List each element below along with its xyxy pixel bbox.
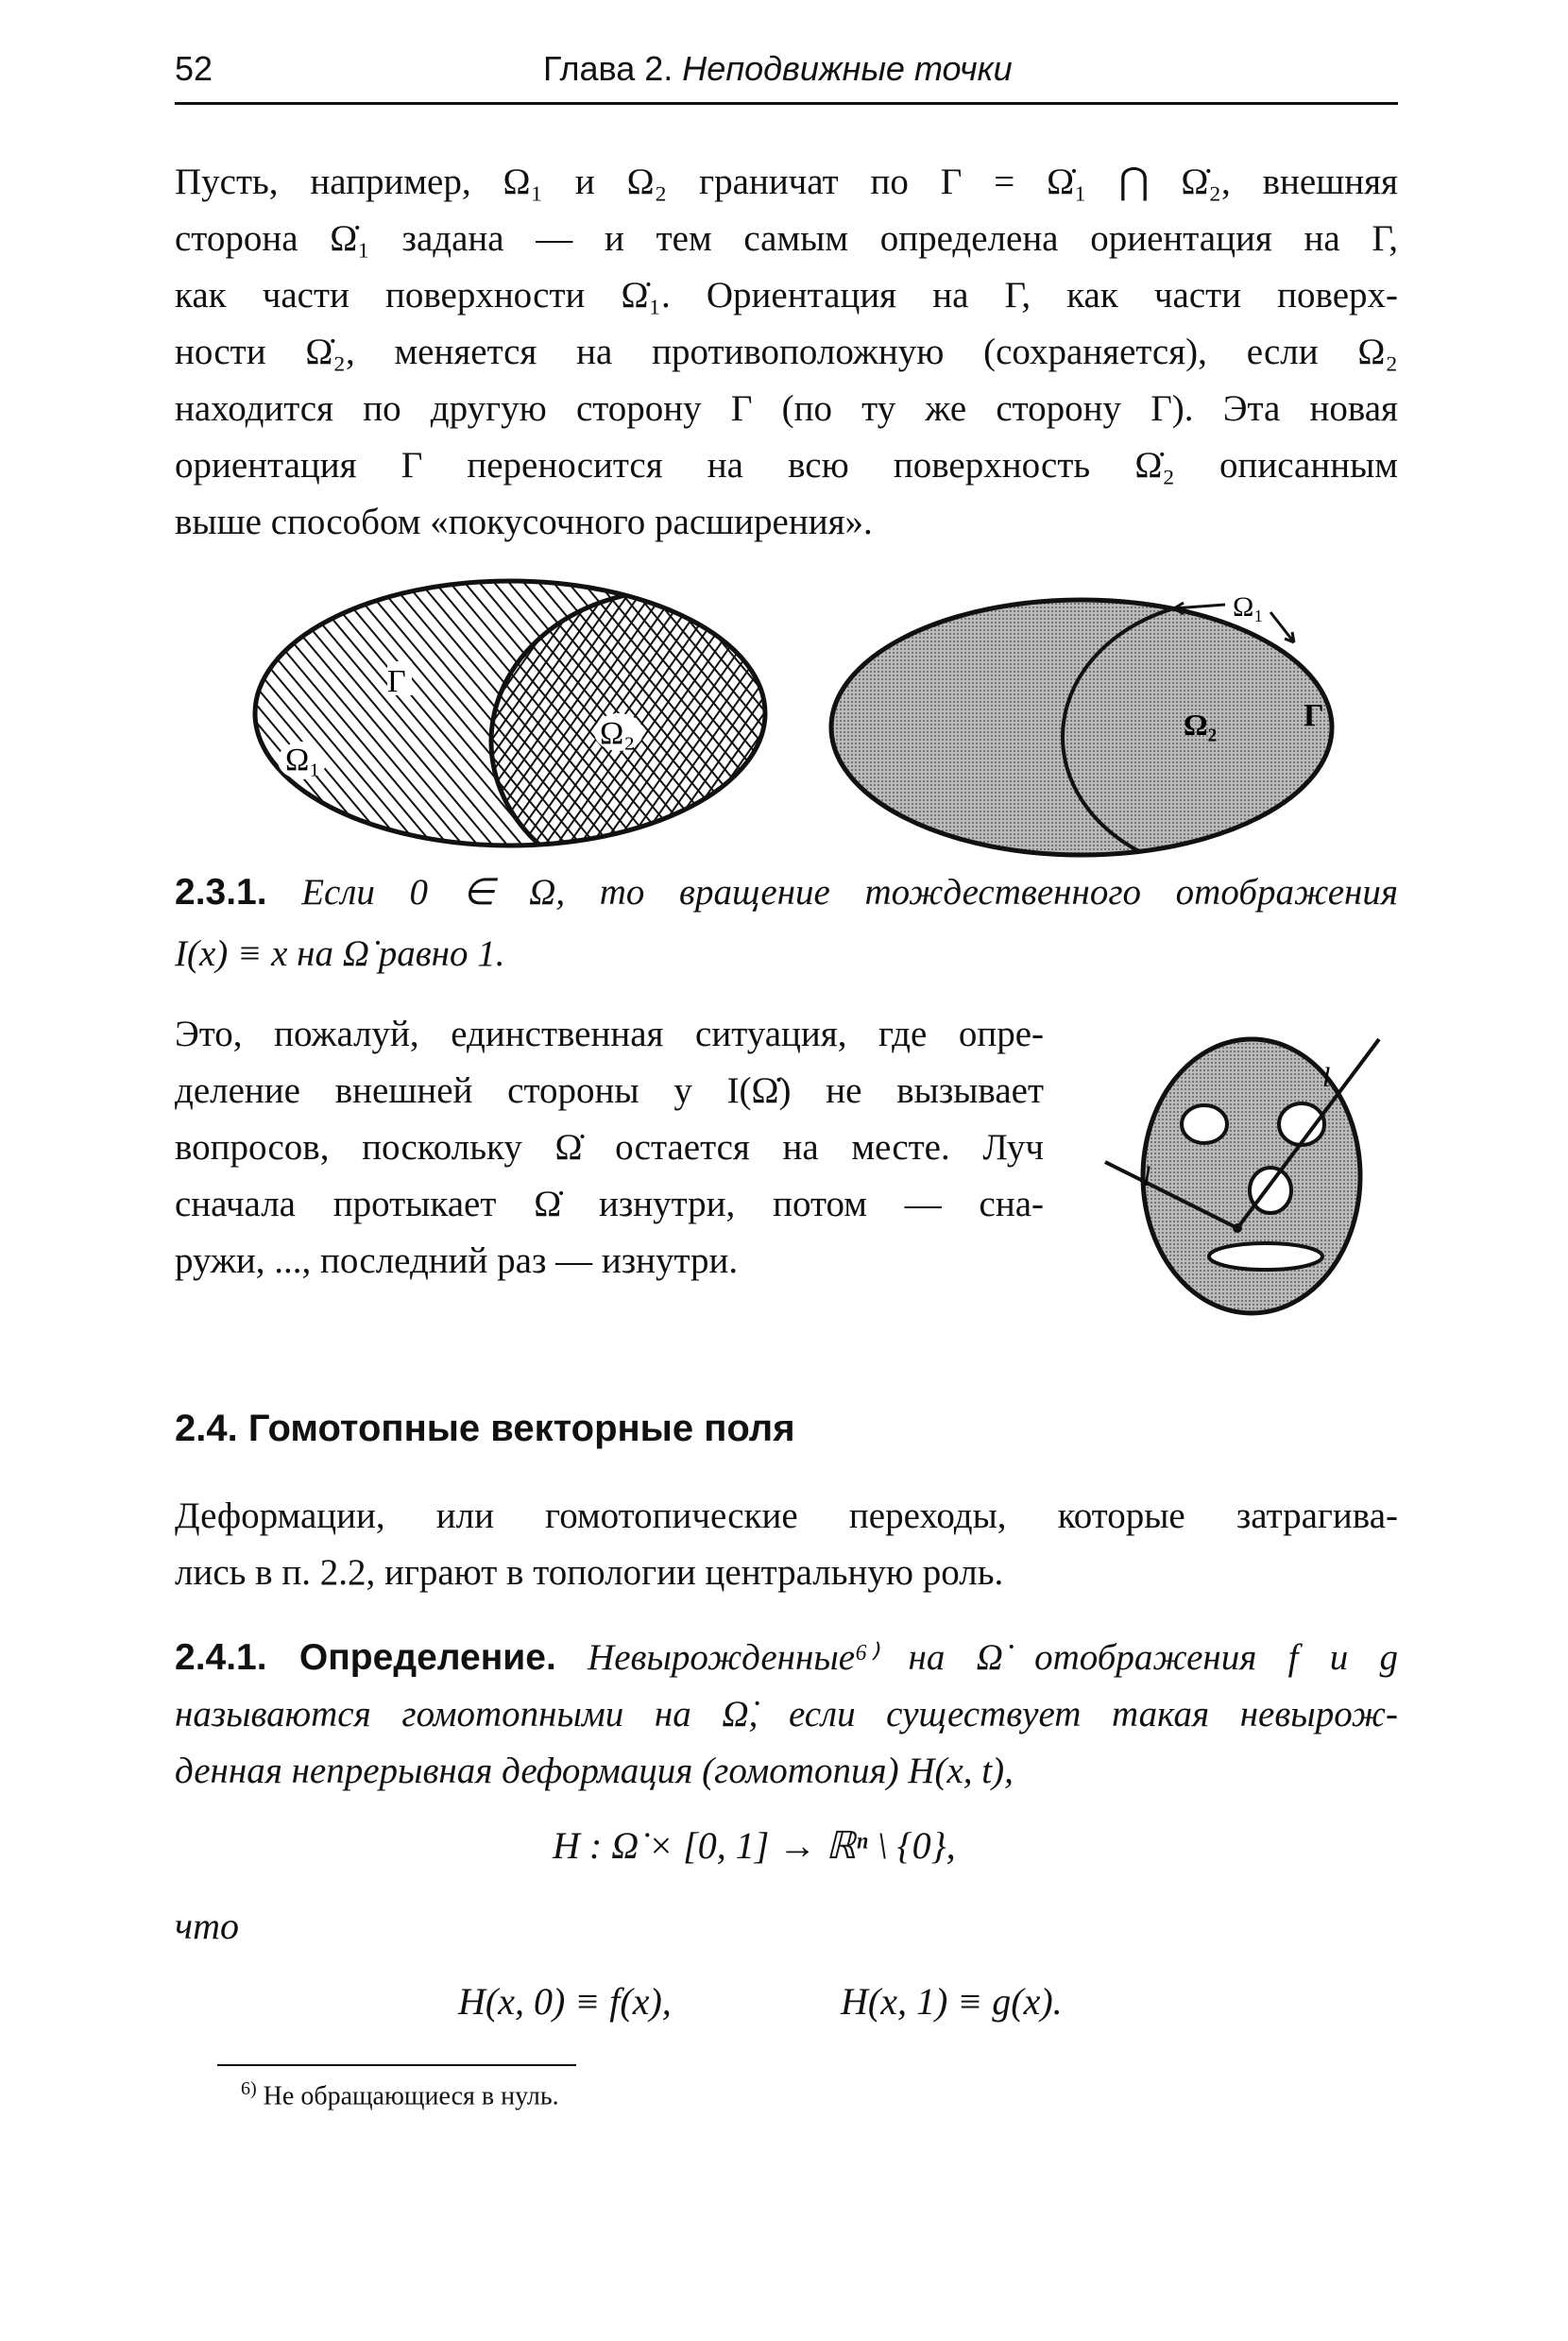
definition-line: денная непрерывная деформация (гомотопия) H(x, t), <box>175 1751 1014 1791</box>
text-line: лись в п. 2.2, играют в топологии центральную роль. <box>175 1552 1004 1593</box>
text-line: ности Ω̇₂, меняется на противоположную (сохраняется), если Ω₂ <box>175 332 1398 372</box>
label-gamma: Γ <box>1304 698 1324 733</box>
label-omega2: Ω₂ <box>600 716 636 751</box>
text-line: ориентация Γ переносится на всю поверхность Ω̇₂ описанным <box>175 445 1398 486</box>
chapter-number: Глава 2. <box>543 49 673 88</box>
label-gamma: Γ <box>387 664 406 699</box>
that-word: что <box>175 1905 239 1947</box>
text-line: находится по другую сторону Γ (по ту же сторону Γ). Эта новая <box>175 388 1398 429</box>
label-l-top: l <box>1322 1062 1331 1093</box>
label-omega1: Ω₁ <box>1233 591 1264 623</box>
page-number: 52 <box>175 49 213 88</box>
text-line: сторона Ω̇₁ задана — и тем самым определена ориентация на Γ, <box>175 218 1398 259</box>
theorem-line <box>175 869 1398 916</box>
text-line: выше способом «покусочного расширения». <box>175 502 873 542</box>
text-line: ружи, ..., последний раз — изнутри. <box>175 1240 739 1281</box>
text-line: сначала протыкает Ω̇ изнутри, потом — сна- <box>175 1184 1044 1224</box>
section-heading: 2.4. Гомотопные векторные поля <box>175 1408 795 1449</box>
label-omega1: Ω₁ <box>285 743 321 777</box>
footnote-rule <box>217 2064 576 2066</box>
formula-h0: H(x, 0) ≡ f(x), <box>458 1980 672 2023</box>
definition-number: 2.4.1. Определение. <box>175 1637 556 1678</box>
text-line: Пусть, например, Ω₁ и Ω₂ граничат по Γ = Ω̇₁ ⋂ Ω̇₂, внешняя <box>175 162 1398 202</box>
label-l-left: l <box>1143 1161 1151 1192</box>
footnote <box>241 2078 559 2111</box>
text-line: как части поверхности Ω̇₁. Ориентация на Γ, как части поверх- <box>175 275 1398 316</box>
header-rule <box>175 102 1398 105</box>
definition-line: называются гомотопными на Ω̇, если существует такая невырож- <box>175 1694 1398 1734</box>
formula-homotopy-map: H : Ω̇ × [0, 1] → ℝⁿ \ {0}, <box>553 1824 956 1867</box>
theorem-line: I(x) ≡ x на Ω̇ равно 1. <box>175 933 505 974</box>
formula-h1: H(x, 1) ≡ g(x). <box>841 1980 1063 2023</box>
definition-text: Невырожденные⁶⁾ на Ω̇ отображения f и g <box>588 1637 1398 1678</box>
definition-line <box>175 1634 1398 1682</box>
footnote-text: Не обращающиеся в нуль. <box>263 2081 559 2111</box>
footnote-mark: 6) <box>241 2078 257 2099</box>
theorem-text: Если 0 ∈ Ω, то вращение тождественного отображения <box>301 872 1398 913</box>
theorem-number: 2.3.1. <box>175 872 267 913</box>
figure-face-ray <box>1086 1020 1398 1323</box>
chapter-title: Неподвижные точки <box>682 49 1013 88</box>
label-omega2: Ω₂ <box>1184 708 1218 742</box>
figure-hatched-regions <box>236 576 784 860</box>
running-header <box>543 49 1013 89</box>
figure-shaded-regions <box>817 576 1365 860</box>
text-line: Деформации, или гомотопические переходы, которые затрагива- <box>175 1495 1398 1536</box>
text-line: Это, пожалуй, единственная ситуация, где опре- <box>175 1014 1044 1054</box>
text-line: вопросов, поскольку Ω̇ остается на месте. Луч <box>175 1127 1044 1168</box>
text-line: деление внешней стороны у I(Ω̇) не вызывает <box>175 1070 1044 1111</box>
